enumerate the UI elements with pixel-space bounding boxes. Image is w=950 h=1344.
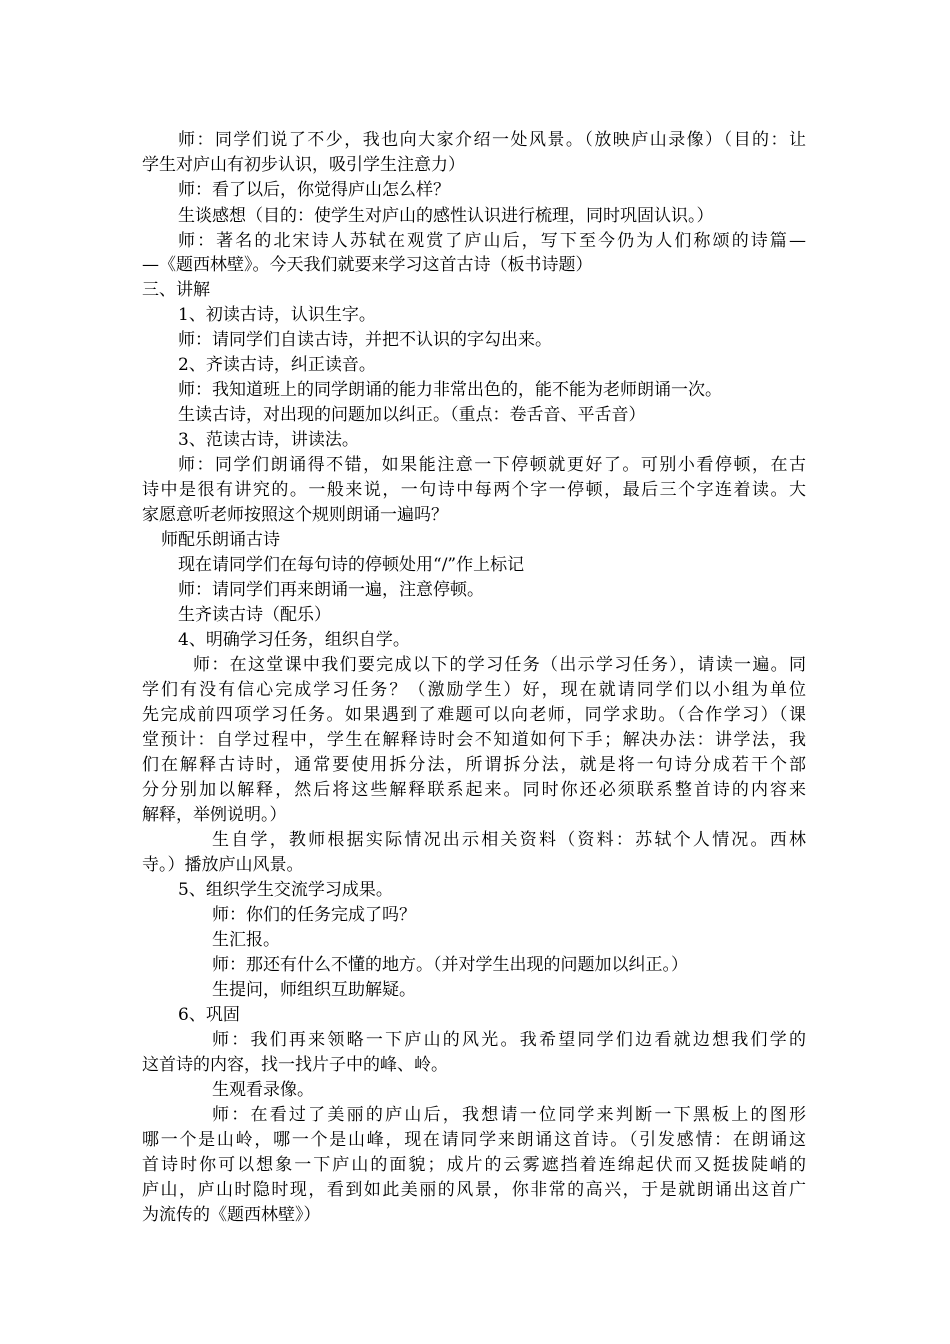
text-line: 哪一个是山岭，哪一个是山峰，现在请同学来朗诵这首诗。（引发感情：在朗诵这 — [142, 1130, 806, 1150]
text-line: 诗中是很有讲究的。一般来说，一句诗中每两个字一停顿，最后三个字连着读。大 — [142, 480, 806, 500]
text-line: 先完成前四项学习任务。如果遇到了难题可以向老师，同学求助。（合作学习）（课 — [142, 705, 806, 725]
text-line: 们在解释古诗时，通常要使用拆分法，所谓拆分法，就是将一句诗分成若干个部 — [142, 755, 806, 775]
text-line: 师：我们再来领略一下庐山的风光。我希望同学们边看就边想我们学的 — [212, 1030, 806, 1050]
text-line: 师：你们的任务完成了吗？ — [212, 905, 416, 925]
step-heading: 4、明确学习任务，组织自学。 — [178, 630, 410, 650]
text-line: 师：我知道班上的同学朗诵的能力非常出色的，能不能为老师朗诵一次。 — [178, 380, 722, 400]
section-heading: 三、讲解 — [142, 280, 210, 300]
text-line: 师配乐朗诵古诗 — [161, 530, 280, 550]
text-line: 师：看了以后，你觉得庐山怎么样？ — [178, 180, 450, 200]
text-line: 师：请同学们再来朗诵一遍，注意停顿。 — [178, 580, 484, 600]
text-line: 师：那还有什么不懂的地方。（并对学生出现的问题加以纠正。） — [212, 955, 688, 975]
text-line: 家愿意听老师按照这个规则朗诵一遍吗？ — [142, 505, 448, 525]
text-line: 师：著名的北宋诗人苏轼在观赏了庐山后，写下至今仍为人们称颂的诗篇— — [178, 231, 806, 251]
text-line: 为流传的《题西林壁》） — [142, 1205, 321, 1225]
step-heading: 6、巩固 — [178, 1005, 240, 1025]
text-line: 寺。）播放庐山风景。 — [142, 855, 304, 875]
text-line: 生自学，教师根据实际情况出示相关资料（资料：苏轼个人情况。西林 — [212, 830, 806, 850]
step-heading: 5、组织学生交流学习成果。 — [178, 880, 393, 900]
text-line: 分分别加以解释，然后将这些解释联系起来。同时你还必须联系整首诗的内容来 — [142, 780, 806, 800]
text-line: 师：同学们说了不少，我也向大家介绍一处风景。（放映庐山录像）（目的：让 — [178, 130, 806, 150]
text-line: 生齐读古诗（配乐） — [178, 605, 331, 625]
text-line: 解释，举例说明。） — [142, 805, 287, 825]
text-line: 生汇报。 — [212, 930, 280, 950]
text-line: 师：在看过了美丽的庐山后，我想请一位同学来判断一下黑板上的图形 — [212, 1105, 806, 1125]
text-line: 学们有没有信心完成学习任务？（激励学生）好，现在就请同学们以小组为单位 — [142, 680, 806, 700]
text-line: 首诗时你可以想象一下庐山的面貌；成片的云雾遮挡着连绵起伏而又挺拔陡峭的 — [142, 1155, 806, 1175]
step-heading: 3、范读古诗，讲读法。 — [178, 430, 359, 450]
text-line: 师：同学们朗诵得不错，如果能注意一下停顿就更好了。可别小看停顿，在古 — [178, 455, 806, 475]
text-line: 生提问，师组织互助解疑。 — [212, 980, 416, 1000]
text-line: —《题西林壁》。今天我们就要来学习这首古诗（板书诗题） — [142, 255, 593, 275]
text-line: 学生对庐山有初步认识，吸引学生注意力） — [142, 155, 465, 175]
text-line: 庐山，庐山时隐时现，看到如此美丽的风景，你非常的高兴，于是就朗诵出这首广 — [142, 1180, 806, 1200]
text-line: 这首诗的内容，找一找片子中的峰、岭。 — [142, 1055, 448, 1075]
text-line: 堂预计：自学过程中，学生在解释诗时会不知道如何下手；解决办法：讲学法，我 — [142, 730, 806, 750]
text-line: 生谈感想（目的：使学生对庐山的感性认识进行梳理，同时巩固认识。） — [178, 206, 714, 226]
step-heading: 2、齐读古诗，纠正读音。 — [178, 355, 376, 375]
text-line: 生读古诗，对出现的问题加以纠正。（重点：卷舌音、平舌音） — [178, 405, 646, 425]
text-line: 师：请同学们自读古诗，并把不认识的字勾出来。 — [178, 330, 552, 350]
text-line: 现在请同学们在每句诗的停顿处用“/”作上标记 — [178, 555, 525, 575]
text-line: 师：在这堂课中我们要完成以下的学习任务（出示学习任务），请读一遍。同 — [193, 655, 806, 675]
text-line: 生观看录像。 — [212, 1080, 314, 1100]
step-heading: 1、初读古诗，认识生字。 — [178, 305, 376, 325]
